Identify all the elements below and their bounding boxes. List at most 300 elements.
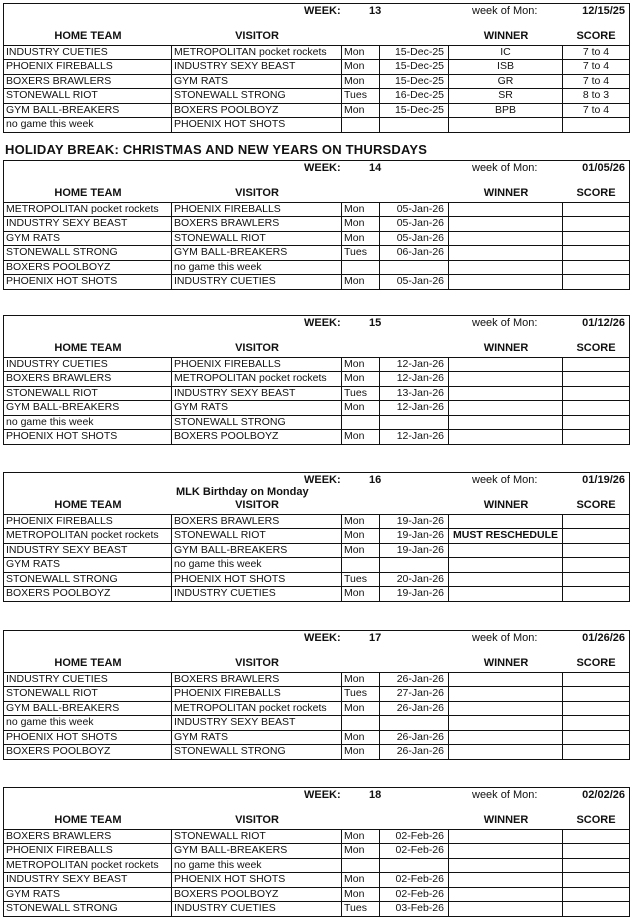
game-date-cell[interactable]: 26-Jan-26 <box>380 745 449 759</box>
day-cell[interactable]: Mon <box>342 358 380 371</box>
score-cell[interactable] <box>563 217 629 230</box>
game-date-cell[interactable]: 26-Jan-26 <box>380 673 449 686</box>
score-cell[interactable] <box>563 232 629 245</box>
visitor-cell[interactable]: GYM RATS <box>172 401 342 414</box>
game-row <box>4 89 629 103</box>
game-date-cell[interactable]: 15-Dec-25 <box>380 60 449 73</box>
week-number: 13 <box>369 5 382 17</box>
game-rows <box>4 46 629 132</box>
score-header: SCORE <box>576 499 616 511</box>
score-cell[interactable] <box>563 830 629 843</box>
week-header <box>4 4 629 46</box>
day-cell[interactable]: Tues <box>342 89 380 102</box>
day-cell[interactable] <box>342 716 380 729</box>
visitor-cell[interactable]: no game this week <box>172 558 342 571</box>
winner-cell[interactable] <box>449 731 563 744</box>
game-rows <box>4 515 629 601</box>
visitor-cell[interactable]: BOXERS BRAWLERS <box>172 673 342 686</box>
home-team-cell[interactable]: INDUSTRY CUETIES <box>4 358 172 371</box>
visitor-cell[interactable]: PHOENIX HOT SHOTS <box>172 118 342 132</box>
game-row <box>4 416 629 430</box>
visitor-cell[interactable]: INDUSTRY SEXY BEAST <box>172 716 342 729</box>
day-cell[interactable]: Tues <box>342 573 380 586</box>
game-date-cell[interactable] <box>380 716 449 729</box>
day-cell[interactable] <box>342 261 380 274</box>
game-row <box>4 203 629 217</box>
home-team-cell[interactable]: GYM BALL-BREAKERS <box>4 702 172 715</box>
visitor-cell[interactable]: STONEWALL RIOT <box>172 529 342 542</box>
visitor-cell[interactable]: BOXERS BRAWLERS <box>172 217 342 230</box>
visitor-cell[interactable]: PHOENIX FIREBALLS <box>172 358 342 371</box>
game-date-cell[interactable]: 15-Dec-25 <box>380 104 449 117</box>
visitor-cell[interactable]: INDUSTRY SEXY BEAST <box>172 387 342 400</box>
day-cell[interactable]: Mon <box>342 372 380 385</box>
visitor-cell[interactable]: METROPOLITAN pocket rockets <box>172 46 342 59</box>
winner-cell[interactable] <box>449 558 563 571</box>
visitor-cell[interactable]: PHOENIX FIREBALLS <box>172 203 342 216</box>
winner-cell[interactable]: IC <box>449 46 563 59</box>
week-number: 16 <box>369 474 382 486</box>
winner-cell[interactable] <box>449 687 563 700</box>
day-cell[interactable]: Mon <box>342 888 380 901</box>
home-team-cell[interactable]: STONEWALL STRONG <box>4 246 172 259</box>
game-row <box>4 830 629 844</box>
visitor-cell[interactable]: STONEWALL STRONG <box>172 89 342 102</box>
visitor-header: VISITOR <box>235 187 279 199</box>
home-team-cell[interactable]: BOXERS POOLBOYZ <box>4 261 172 274</box>
day-cell[interactable]: Mon <box>342 830 380 843</box>
day-cell[interactable]: Mon <box>342 60 380 73</box>
score-cell[interactable] <box>563 902 629 916</box>
week-of-label: week of Mon: <box>472 789 538 801</box>
home-team-cell[interactable]: GYM BALL-BREAKERS <box>4 104 172 117</box>
game-date-cell[interactable]: 20-Jan-26 <box>380 573 449 586</box>
week-of-label: week of Mon: <box>472 632 538 644</box>
game-date-cell[interactable]: 27-Jan-26 <box>380 687 449 700</box>
game-date-cell[interactable] <box>380 558 449 571</box>
score-cell[interactable] <box>563 859 629 872</box>
game-date-cell[interactable]: 12-Jan-26 <box>380 358 449 371</box>
week-13-table <box>3 3 630 133</box>
game-date-cell[interactable] <box>380 416 449 429</box>
game-date-cell[interactable]: 05-Jan-26 <box>380 217 449 230</box>
game-date-cell[interactable]: 16-Dec-25 <box>380 89 449 102</box>
week-of-date: 01/19/26 <box>582 474 625 486</box>
week-of-label: week of Mon: <box>472 5 538 17</box>
game-date-cell[interactable]: 02-Feb-26 <box>380 873 449 886</box>
week-header <box>4 473 629 515</box>
score-cell[interactable] <box>563 416 629 429</box>
week-14-table <box>3 160 630 290</box>
winner-cell[interactable] <box>449 358 563 371</box>
winner-cell[interactable] <box>449 261 563 274</box>
score-cell[interactable] <box>563 673 629 686</box>
week-of-date: 01/05/26 <box>582 162 625 174</box>
day-cell[interactable]: Mon <box>342 515 380 528</box>
score-cell[interactable] <box>563 888 629 901</box>
home-team-cell[interactable]: BOXERS BRAWLERS <box>4 830 172 843</box>
week-of-label: week of Mon: <box>472 162 538 174</box>
home-team-header: HOME TEAM <box>54 342 122 354</box>
day-cell[interactable]: Mon <box>342 232 380 245</box>
game-row <box>4 902 629 916</box>
game-row <box>4 529 629 543</box>
winner-cell[interactable] <box>449 873 563 886</box>
game-row <box>4 46 629 60</box>
score-header: SCORE <box>576 187 616 199</box>
week-number: 18 <box>369 789 382 801</box>
score-cell[interactable] <box>563 430 629 444</box>
winner-cell[interactable] <box>449 372 563 385</box>
game-rows <box>4 830 629 916</box>
week-of-date: 01/12/26 <box>582 317 625 329</box>
visitor-cell[interactable]: no game this week <box>172 859 342 872</box>
day-cell[interactable] <box>342 118 380 132</box>
week-header <box>4 161 629 203</box>
day-cell[interactable]: Tues <box>342 246 380 259</box>
visitor-header: VISITOR <box>235 30 279 42</box>
game-date-cell[interactable] <box>380 859 449 872</box>
home-team-cell[interactable]: PHOENIX FIREBALLS <box>4 844 172 857</box>
winner-cell[interactable] <box>449 859 563 872</box>
visitor-cell[interactable]: METROPOLITAN pocket rockets <box>172 702 342 715</box>
week-header <box>4 316 629 358</box>
home-team-cell[interactable]: METROPOLITAN pocket rockets <box>4 859 172 872</box>
game-row <box>4 232 629 246</box>
game-date-cell[interactable]: 12-Jan-26 <box>380 372 449 385</box>
home-team-cell[interactable]: INDUSTRY SEXY BEAST <box>4 217 172 230</box>
score-cell[interactable] <box>563 118 629 132</box>
game-date-cell[interactable] <box>380 261 449 274</box>
visitor-header: VISITOR <box>235 499 279 511</box>
winner-cell[interactable] <box>449 416 563 429</box>
score-cell[interactable] <box>563 716 629 729</box>
score-cell[interactable] <box>563 529 629 542</box>
winner-cell[interactable]: SR <box>449 89 563 102</box>
day-cell[interactable]: Mon <box>342 275 380 289</box>
winner-cell[interactable] <box>449 544 563 557</box>
winner-cell[interactable] <box>449 246 563 259</box>
winner-cell[interactable] <box>449 232 563 245</box>
visitor-cell[interactable]: STONEWALL RIOT <box>172 830 342 843</box>
home-team-cell[interactable]: no game this week <box>4 416 172 429</box>
day-cell[interactable]: Mon <box>342 529 380 542</box>
day-cell[interactable]: Mon <box>342 401 380 414</box>
game-date-cell[interactable]: 19-Jan-26 <box>380 587 449 601</box>
score-cell[interactable] <box>563 275 629 289</box>
winner-cell[interactable]: ISB <box>449 60 563 73</box>
home-team-cell[interactable]: PHOENIX HOT SHOTS <box>4 731 172 744</box>
week-label: WEEK: <box>304 474 341 486</box>
game-row <box>4 372 629 386</box>
score-cell[interactable] <box>563 687 629 700</box>
game-date-cell[interactable]: 02-Feb-26 <box>380 844 449 857</box>
score-cell[interactable] <box>563 702 629 715</box>
home-team-cell[interactable]: STONEWALL STRONG <box>4 573 172 586</box>
day-cell[interactable]: Mon <box>342 104 380 117</box>
game-row <box>4 387 629 401</box>
day-cell[interactable]: Mon <box>342 844 380 857</box>
home-team-cell[interactable]: STONEWALL RIOT <box>4 387 172 400</box>
score-cell[interactable] <box>563 873 629 886</box>
week-header <box>4 631 629 673</box>
game-date-cell[interactable]: 19-Jan-26 <box>380 515 449 528</box>
score-cell[interactable]: 7 to 4 <box>582 60 610 73</box>
home-team-cell[interactable]: PHOENIX HOT SHOTS <box>4 430 172 444</box>
visitor-cell[interactable]: INDUSTRY SEXY BEAST <box>172 60 342 73</box>
week-number: 15 <box>369 317 382 329</box>
week-of-date: 02/02/26 <box>582 789 625 801</box>
winner-cell[interactable] <box>449 118 563 132</box>
visitor-cell[interactable]: PHOENIX HOT SHOTS <box>172 573 342 586</box>
visitor-cell[interactable]: STONEWALL RIOT <box>172 232 342 245</box>
game-row <box>4 673 629 687</box>
day-cell[interactable]: Tues <box>342 687 380 700</box>
winner-cell[interactable] <box>449 387 563 400</box>
visitor-cell[interactable]: INDUSTRY CUETIES <box>172 587 342 601</box>
week-of-date: 01/26/26 <box>582 632 625 644</box>
score-header: SCORE <box>576 814 616 826</box>
home-team-cell[interactable]: GYM BALL-BREAKERS <box>4 401 172 414</box>
winner-header: WINNER <box>483 499 529 511</box>
day-cell[interactable]: Mon <box>342 731 380 744</box>
winner-cell[interactable]: GR <box>449 75 563 88</box>
game-date-cell[interactable]: 15-Dec-25 <box>380 46 449 59</box>
game-row <box>4 844 629 858</box>
visitor-header: VISITOR <box>235 657 279 669</box>
home-team-cell[interactable]: PHOENIX FIREBALLS <box>4 60 172 73</box>
week-label: WEEK: <box>304 5 341 17</box>
score-cell[interactable] <box>563 401 629 414</box>
game-rows <box>4 673 629 759</box>
winner-cell[interactable] <box>449 587 563 601</box>
game-date-cell[interactable]: 26-Jan-26 <box>380 731 449 744</box>
winner-cell[interactable]: BPB <box>449 104 563 117</box>
home-team-cell[interactable]: INDUSTRY SEXY BEAST <box>4 544 172 557</box>
week-note: MLK Birthday on Monday <box>176 486 309 498</box>
home-team-cell[interactable]: no game this week <box>4 118 172 132</box>
day-cell[interactable]: Mon <box>342 75 380 88</box>
week-label: WEEK: <box>304 789 341 801</box>
home-team-header: HOME TEAM <box>54 187 122 199</box>
game-row <box>4 873 629 887</box>
game-date-cell[interactable]: 19-Jan-26 <box>380 529 449 542</box>
week-number: 17 <box>369 632 382 644</box>
winner-cell[interactable] <box>449 573 563 586</box>
visitor-cell[interactable]: BOXERS BRAWLERS <box>172 515 342 528</box>
score-header: SCORE <box>576 30 616 42</box>
home-team-cell[interactable]: PHOENIX FIREBALLS <box>4 515 172 528</box>
game-row <box>4 515 629 529</box>
game-date-cell[interactable]: 26-Jan-26 <box>380 702 449 715</box>
score-cell[interactable] <box>563 844 629 857</box>
home-team-cell[interactable]: BOXERS POOLBOYZ <box>4 745 172 759</box>
score-header: SCORE <box>576 657 616 669</box>
winner-cell[interactable] <box>449 844 563 857</box>
winner-cell[interactable] <box>449 203 563 216</box>
day-cell[interactable]: Tues <box>342 387 380 400</box>
visitor-cell[interactable]: BOXERS POOLBOYZ <box>172 430 342 444</box>
score-cell[interactable] <box>563 387 629 400</box>
home-team-header: HOME TEAM <box>54 499 122 511</box>
home-team-cell[interactable]: no game this week <box>4 716 172 729</box>
visitor-cell[interactable]: no game this week <box>172 261 342 274</box>
week-of-label: week of Mon: <box>472 317 538 329</box>
winner-cell[interactable] <box>449 902 563 916</box>
week-label: WEEK: <box>304 162 341 174</box>
day-cell[interactable]: Mon <box>342 673 380 686</box>
game-row <box>4 60 629 74</box>
visitor-header: VISITOR <box>235 342 279 354</box>
score-cell[interactable] <box>563 587 629 601</box>
game-row <box>4 687 629 701</box>
day-cell[interactable] <box>342 859 380 872</box>
winner-header: WINNER <box>483 187 529 199</box>
visitor-cell[interactable]: GYM RATS <box>172 75 342 88</box>
winner-cell[interactable] <box>449 275 563 289</box>
score-cell[interactable] <box>563 246 629 259</box>
score-cell[interactable] <box>563 515 629 528</box>
game-date-cell[interactable]: 13-Jan-26 <box>380 387 449 400</box>
score-cell[interactable] <box>563 731 629 744</box>
game-row <box>4 118 629 132</box>
visitor-header: VISITOR <box>235 814 279 826</box>
visitor-cell[interactable]: GYM BALL-BREAKERS <box>172 844 342 857</box>
game-row <box>4 544 629 558</box>
visitor-cell[interactable]: BOXERS POOLBOYZ <box>172 104 342 117</box>
visitor-cell[interactable]: BOXERS POOLBOYZ <box>172 888 342 901</box>
home-team-cell[interactable]: INDUSTRY CUETIES <box>4 673 172 686</box>
home-team-header: HOME TEAM <box>54 30 122 42</box>
winner-cell[interactable] <box>449 830 563 843</box>
game-row <box>4 104 629 118</box>
home-team-cell[interactable]: STONEWALL RIOT <box>4 89 172 102</box>
game-date-cell[interactable]: 02-Feb-26 <box>380 888 449 901</box>
game-date-cell[interactable]: 06-Jan-26 <box>380 246 449 259</box>
home-team-cell[interactable]: GYM RATS <box>4 232 172 245</box>
day-cell[interactable]: Mon <box>342 430 380 444</box>
score-cell[interactable]: 7 to 4 <box>582 103 610 116</box>
day-cell[interactable]: Mon <box>342 745 380 759</box>
score-cell[interactable] <box>563 544 629 557</box>
game-date-cell[interactable]: 12-Jan-26 <box>380 401 449 414</box>
score-cell[interactable] <box>563 372 629 385</box>
home-team-cell[interactable]: BOXERS BRAWLERS <box>4 372 172 385</box>
winner-cell[interactable] <box>449 745 563 759</box>
home-team-cell[interactable]: STONEWALL STRONG <box>4 902 172 916</box>
visitor-cell[interactable]: PHOENIX HOT SHOTS <box>172 873 342 886</box>
home-team-cell[interactable]: INDUSTRY SEXY BEAST <box>4 873 172 886</box>
game-row <box>4 859 629 873</box>
visitor-cell[interactable]: STONEWALL STRONG <box>172 745 342 759</box>
game-date-cell[interactable]: 15-Dec-25 <box>380 75 449 88</box>
visitor-cell[interactable]: STONEWALL STRONG <box>172 416 342 429</box>
game-rows <box>4 203 629 289</box>
game-row <box>4 401 629 415</box>
score-cell[interactable] <box>563 203 629 216</box>
visitor-cell[interactable]: GYM BALL-BREAKERS <box>172 246 342 259</box>
visitor-cell[interactable]: INDUSTRY CUETIES <box>172 902 342 916</box>
home-team-cell[interactable]: BOXERS POOLBOYZ <box>4 587 172 601</box>
visitor-cell[interactable]: GYM BALL-BREAKERS <box>172 544 342 557</box>
day-cell[interactable]: Mon <box>342 702 380 715</box>
home-team-cell[interactable]: GYM RATS <box>4 888 172 901</box>
day-cell[interactable]: Tues <box>342 902 380 916</box>
winner-cell[interactable] <box>449 430 563 444</box>
home-team-header: HOME TEAM <box>54 657 122 669</box>
game-date-cell[interactable] <box>380 118 449 132</box>
winner-cell[interactable] <box>449 515 563 528</box>
week-header <box>4 788 629 830</box>
home-team-cell[interactable]: GYM RATS <box>4 558 172 571</box>
winner-header: WINNER <box>483 342 529 354</box>
day-cell[interactable]: Mon <box>342 46 380 59</box>
home-team-cell[interactable]: METROPOLITAN pocket rockets <box>4 203 172 216</box>
game-date-cell[interactable]: 05-Jan-26 <box>380 203 449 216</box>
winner-cell[interactable] <box>449 217 563 230</box>
home-team-cell[interactable]: BOXERS BRAWLERS <box>4 75 172 88</box>
winner-cell[interactable] <box>449 716 563 729</box>
day-cell[interactable]: Mon <box>342 544 380 557</box>
winner-cell[interactable] <box>449 401 563 414</box>
week-15-table <box>3 315 630 445</box>
holiday-break-title: HOLIDAY BREAK: CHRISTMAS AND NEW YEARS ON THURSDAYS <box>5 142 428 157</box>
game-date-cell[interactable]: 03-Feb-26 <box>380 902 449 916</box>
score-cell[interactable] <box>563 261 629 274</box>
winner-cell[interactable] <box>449 673 563 686</box>
home-team-cell[interactable]: STONEWALL RIOT <box>4 687 172 700</box>
week-18-table <box>3 787 630 917</box>
game-date-cell[interactable]: 19-Jan-26 <box>380 544 449 557</box>
score-cell[interactable]: 7 to 4 <box>582 74 610 87</box>
week-of-label: week of Mon: <box>472 474 538 486</box>
score-cell[interactable] <box>563 745 629 759</box>
day-cell[interactable] <box>342 416 380 429</box>
game-row <box>4 75 629 89</box>
score-cell[interactable]: 8 to 3 <box>582 89 610 102</box>
winner-cell[interactable] <box>449 702 563 715</box>
day-cell[interactable]: Mon <box>342 587 380 601</box>
score-cell[interactable] <box>563 558 629 571</box>
score-cell[interactable] <box>563 358 629 371</box>
visitor-cell[interactable]: GYM RATS <box>172 731 342 744</box>
winner-cell[interactable]: MUST RESCHEDULE <box>449 529 563 542</box>
home-team-cell[interactable]: PHOENIX HOT SHOTS <box>4 275 172 289</box>
score-cell[interactable] <box>563 573 629 586</box>
game-row <box>4 558 629 572</box>
day-cell[interactable]: Mon <box>342 217 380 230</box>
day-cell[interactable] <box>342 558 380 571</box>
visitor-cell[interactable]: PHOENIX FIREBALLS <box>172 687 342 700</box>
home-team-cell[interactable]: INDUSTRY CUETIES <box>4 46 172 59</box>
winner-cell[interactable] <box>449 888 563 901</box>
home-team-cell[interactable]: METROPOLITAN pocket rockets <box>4 529 172 542</box>
game-date-cell[interactable]: 12-Jan-26 <box>380 430 449 444</box>
day-cell[interactable]: Mon <box>342 203 380 216</box>
game-date-cell[interactable]: 05-Jan-26 <box>380 232 449 245</box>
week-label: WEEK: <box>304 317 341 329</box>
week-16-table <box>3 472 630 602</box>
game-date-cell[interactable]: 05-Jan-26 <box>380 275 449 289</box>
week-number: 14 <box>369 162 382 174</box>
game-row <box>4 275 629 289</box>
day-cell[interactable]: Mon <box>342 873 380 886</box>
game-date-cell[interactable]: 02-Feb-26 <box>380 830 449 843</box>
winner-header: WINNER <box>483 814 529 826</box>
visitor-cell[interactable]: INDUSTRY CUETIES <box>172 275 342 289</box>
visitor-cell[interactable]: METROPOLITAN pocket rockets <box>172 372 342 385</box>
score-cell[interactable]: 7 to 4 <box>582 46 610 58</box>
